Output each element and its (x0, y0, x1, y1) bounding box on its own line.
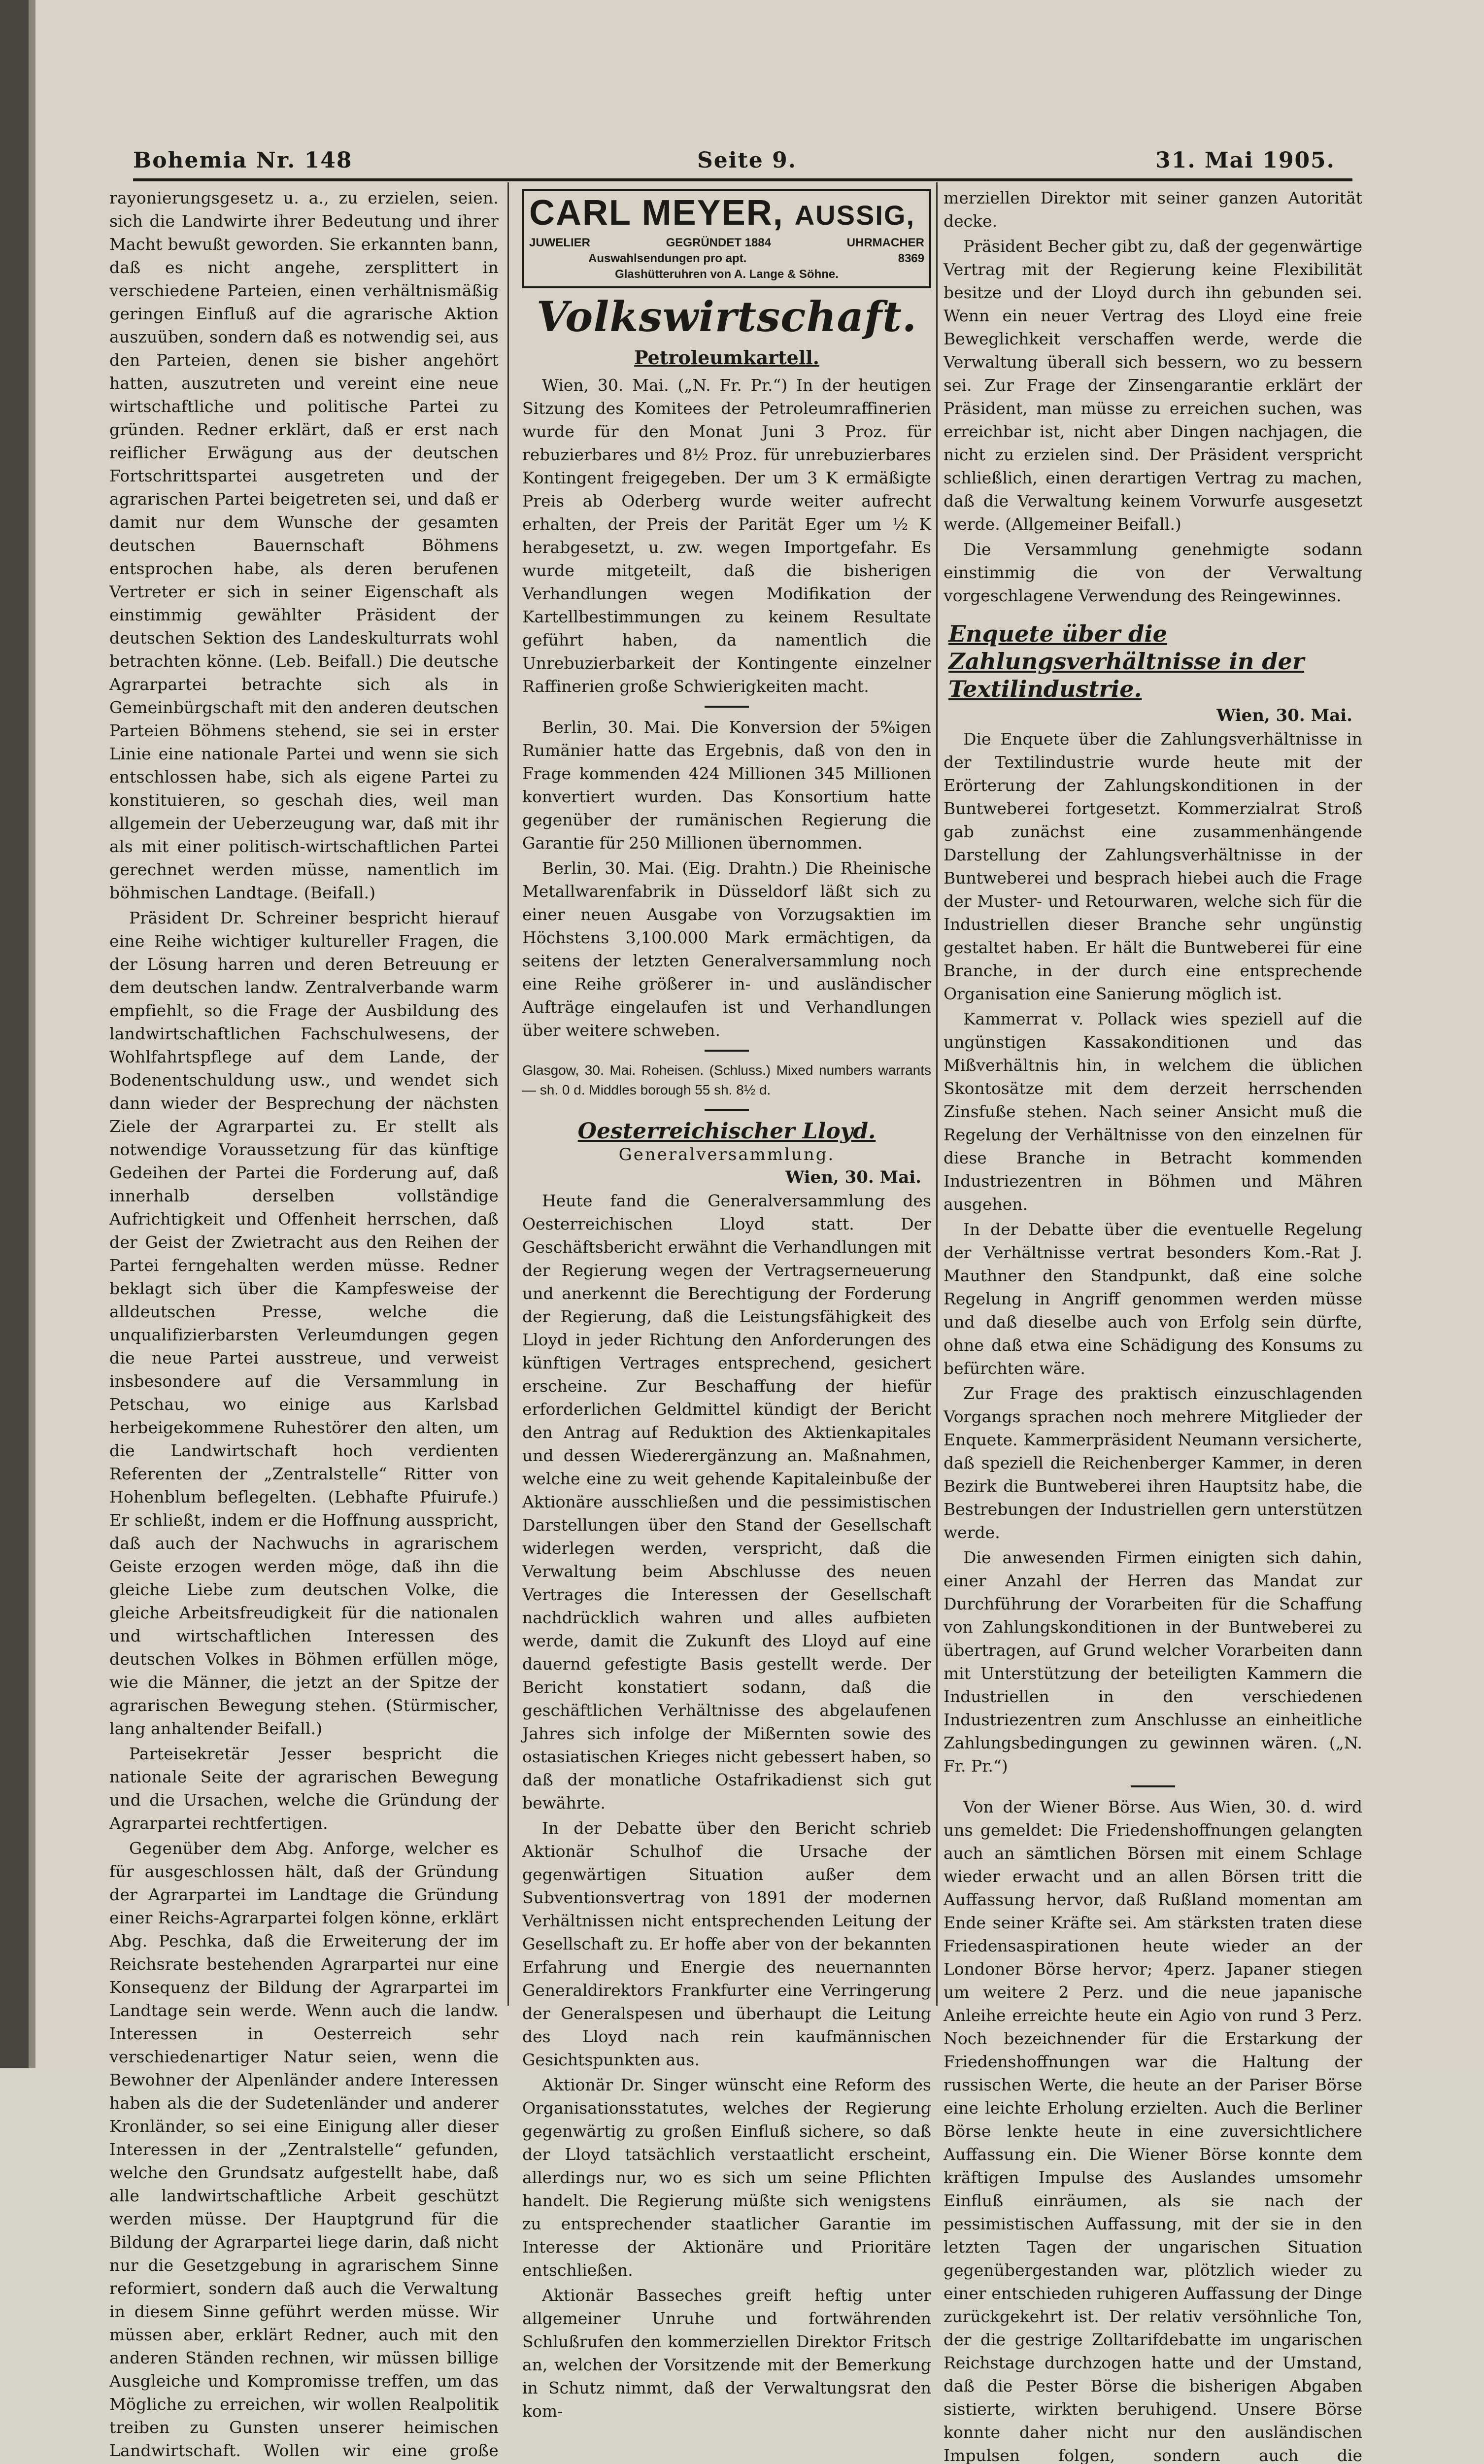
page-edge-shadow (29, 0, 35, 2068)
newspaper-issue: Bohemia Nr. 148 (133, 148, 353, 173)
dateline: Wien, 30. Mai. (1216, 706, 1352, 725)
article-paragraph: In der Debatte über den Bericht schrieb Aktionär Schulhof die Ursache der gegenwärtigen Situation außer dem Subventionsvertrag von 1891 der modernen Verhältnissen nicht entsprechenden Leitung der Gesellschaft zu. Er hoffe aber von der bekannten Erfahrung und Energie des neuernannten Generaldirektors Frankfurter eine Verringerung der Generalspesen und überhaupt die Leitung des Lloyd nach rein kaufmännischen Gesichtspunkten aus. (522, 1818, 931, 2069)
article-paragraph: Aktionär Dr. Singer wünscht eine Reform des Organisationsstatutes, welches der Regierung gegenwärtig zu großen Einfluß sichere, so daß der Lloyd tatsächlich verstaatlicht erscheint, allerdings nur, wo es sich um seine Pflichten handelt. Die Regierung müßte sich wenigstens zu entsprechender staatlicher Garantie im Interesse der Aktionäre und Prioritäre entschließen. (522, 2075, 931, 2280)
column-3 (944, 186, 1362, 2464)
advert-row-selection (529, 251, 924, 267)
article-title-lloyd: Oesterreichischer Lloyd. (577, 1119, 876, 1144)
article-paragraph: In der Debatte über die eventuelle Regelung der Verhältnisse vertrat besonders Kom.-Rat J. Mauthner den Standpunkt, daß eine solche Regelung in Angriff genommen werden müsse und daß dieselbe auch von Erfolg sein dürfte, ohne daß etwa eine Schädigung des Konsums zu befürchten wäre. (944, 1220, 1362, 1378)
advert-town: AUSSIG, (794, 200, 915, 231)
page-edge (0, 0, 29, 2068)
article-subtitle: Generalversammlung. (618, 1145, 835, 1164)
advert-name: CARL MEYER, (529, 193, 784, 233)
section-title: Volkswirtschaft. (536, 292, 917, 341)
divider (705, 706, 749, 708)
article-paragraph: Parteisekretär Jesser bespricht die nationale Seite der agrarischen Bewegung und die Ursachen, welche die Gründung der Agrarpartei rechtfertigen. (109, 1744, 499, 1833)
advert-watches: Glashütteruhren von A. Lange & Söhne. (615, 268, 839, 281)
article-title-enquete: Enquete über die Zahlungsverhältnisse in der Textilindustrie. (948, 620, 1305, 702)
article-paragraph: Wien, 30. Mai. („N. Fr. Pr.“) In der heutigen Sitzung des Komitees der Petroleumraffinerien wurde für den Monat Juni 3 Proz. für rebuzierbares und 8½ Proz. für unrebuzierbares Kontingent freigegeben. Der um 3 K ermäßigte Preis ab Oderberg wurde weiter aufrecht erhalten, der Preis der Parität Eger um ½ K herabgesetzt, u. zw. wegen Importgefahr. Es wurde mitgeteilt, daß die bisherigen Verhandlungen wegen Modifikation der Kartellbestimmungen zu keinem Resultate geführt haben, da namentlich die Unrebuzierbarkeit der Kontingente einzelner Raffinerien große Schwierigkeiten macht. (522, 376, 931, 696)
article-paragraph: Die Versammlung genehmigte sodann einstimmig die von der Verwaltung vorgeschlagene Verwendung des Reingewinnes. (944, 540, 1362, 605)
article-paragraph: Zur Frage des praktisch einzuschlagenden Vorgangs sprachen noch mehrere Mitglieder der Enquete. Kammerpräsident Neumann versicherte, daß speziell die Reichenberger Kammer, in deren Bezirk die Buntweberei ihren Hauptsitz habe, die Bestrebungen der Industriellen gern unterstützen werde. (944, 1384, 1362, 1542)
advert-row-watches (529, 267, 924, 282)
news-item: Berlin, 30. Mai. (Eig. Drahtn.) Die Rheinische Metallwarenfabrik in Düsseldorf läßt sich zu einer neuen Ausgabe von Vorzugsaktien im Höchstens 3,100.000 Mark ermächtigen, da seitens der letzten Generalversammlung noch eine Reihe größerer in- und ausländischer Aufträge eingelaufen ist und Verhandlungen über weitere schweben. (522, 858, 931, 1040)
header-rule (133, 178, 1352, 181)
page-number: Seite 9. (697, 148, 797, 173)
article-paragraph: Präsident Dr. Schreiner bespricht hierauf eine Reihe wichtiger kultureller Fragen, die der Lösung harren und deren Betreuung er dem deutschen landw. Zentralverbande warm empfiehlt, so die Frage der Ausbildung des landwirtschaftlichen Fachschulwesens, der Wohlfahrtspflege auf dem Lande, der Bodenentschuldung usw., und wendet sich dann wieder der Besprechung der nächsten Ziele der Agrarpartei zu. Er stellt als notwendige Voraussetzung für das künftige Gedeihen der Partei die Forderung auf, daß innerhalb derselben vollständige Aufrichtigkeit und Offenheit herrschen, daß der Geist der Zwietracht aus den Reihen der Partei ferngehalten werden müsse. Redner beklagt sich über die Kampfesweise der alldeutschen Presse, welche die unqualifizierbarsten Verleumdungen gegen die neue Partei ausstreue, und verweist insbesondere auf die Versammlung in Petschau, wo einige aus Karlsbad herbeigekommene Ruhestörer den alten, um die Landwirtschaft hoch verdienten Referenten der „Zentralstelle“ Ritter von Hohenblum beflegelten. (Lebhafte Pfuirufe.) Er schließt, indem er die Hoffnung ausspricht, daß auch der Nachwuchs in agrarischem Geiste erzogen werden möge, daß ihn die gleiche Liebe zum deutschen Volke, die gleiche Arbeitsfreudigkeit für die nationalen und wirtschaftlichen Interessen des deutschen Volkes in Böhmen erfüllen möge, wie die Männer, die jetzt an der Spitze der agrarischen Bewegung stehen. (Stürmischer, lang anhaltender Beifall.) (109, 908, 499, 1738)
advertisement (522, 189, 931, 288)
article-paragraph-boerse: Von der Wiener Börse. Aus Wien, 30. d. wird uns gemeldet: Die Friedenshoffnungen gelangten auch an sämtlichen Börsen mit einem Schlage wieder erwacht und an allen Börsen tritt die Auffassung hervor, daß Rußland momentan am Ende seiner Kräfte sei. Am stärksten traten diese Friedensaspirationen heute wieder an der Londoner Börse hervor; 4perz. Japaner stiegen um weitere 2 Perz. und die neue japanische Anleihe erreichte heute ein Agio von rund 3 Perz. Noch bezeichnender für die Erstarkung der Friedenshoffnungen war die Haltung der russischen Werte, die heute an der Pariser Börse eine leichte Erholung erzielten. Auch die Berliner Börse lenkte heute in eine zuversichtlichere Auffassung ein. Die Wiener Börse konnte dem kräftigen Impulse des Auslandes umsomehr Einfluß einräumen, als sie nach der pessimistischen Auffassung, mit der sie in den letzten Tagen der ungarischen Situation gegenübergestanden war, plötzlich wieder zu einer entschieden ruhigeren Auffassung der Dinge zurückgekehrt ist. Der relativ versöhnliche Ton, der die gestrige Zolltarifdebatte im ungarischen Reichstage durchzogen hatte und der Umstand, daß die Pester Börse die bisherigen Abgaben sistierte, wirkten beruhigend. Unsere Börse konnte daher nicht nur den ausländischen Impulsen folgen, sondern auch die (944, 1797, 1362, 2464)
divider (705, 1109, 749, 1111)
advert-founded: GEGRÜNDET 1884 (666, 236, 772, 249)
article-paragraph: Heute fand die Generalversammlung des Oesterreichischen Lloyd statt. Der Geschäftsbericht erwähnt die Verhandlungen mit der Regierung wegen der Vertragserneuerung und anerkennt die Berechtigung der Forderung der Regierung, daß die Leistungsfähigkeit des Lloyd in jeder Richtung den Anforderungen des künftigen Vertrages entsprechend, gesichert erscheine. Zur Beschaffung der hiefür erforderlichen Geldmittel kündigt der Bericht den Antrag auf Reduktion des Aktienkapitales und dessen Wiederergänzung an. Maßnahmen, welche eine zu weit gehende Kapitaleinbuße der Aktionäre ausschließen und die pessimistischen Darstellungen über den Stand der Gesellschaft widerlegen werden, verspricht, daß die Verwaltung beim Abschlusse des neuen Vertrages die Interessen der Gesellschaft nachdrücklich wahren und alles aufbieten werde, damit die Zukunft des Lloyd auf eine dauernd gefestigte Basis gestellt werde. Der Bericht konstatiert sodann, daß die geschäftlichen Verhältnisse des abgelaufenen Jahres sich infolge der Mißernten sowie des ostasiatischen Krieges nicht gebessert haben, so daß der monatliche Ostafrikadienst sich gut bewährte. (522, 1191, 931, 1813)
article-paragraph: Kammerrat v. Pollack wies speziell auf die ungünstigen Kassakonditionen und das Mißverhältnis hin, in welchem die üblichen Skontosätze mit dem derzeit herrschenden Zinsfuße stehen. Nach seiner Ansicht muß die Regelung der Verhältnisse von den einzelnen für diese Branche in Betracht kommenden Industriezentren in Böhmen und Mähren ausgehen. (944, 1009, 1362, 1214)
column-2 (522, 186, 931, 2425)
article-paragraph: Die Enquete über die Zahlungsverhältnisse in der Textilindustrie wurde heute mit der Erörterung der Zahlungskonditionen in der Buntweberei fortgesetzt. Kommerzialrat Stroß gab zunächst eine zusammenhängende Darstellung der Zahlungsverhältnisse in der Buntweberei und besprach hiebei auch die Frage der Muster- und Retourwaren, welche sich für die Industriellen dieser Branche sehr ungünstig gestaltet haben. Er hält die Buntweberei für eine Branche, in der durch eine entsprechende Organisation eine Sanierung möglich ist. (944, 729, 1362, 1003)
article-paragraph: Präsident Becher gibt zu, daß der gegenwärtige Vertrag mit der Regierung keine Flexibilität besitze und der Lloyd durch ihn gebunden sei. Wenn ein neuer Vertrag des Lloyd eine freie Beweglichkeit verschaffen werde, werde die Verwaltung überall sich bessern, wo zu bessern sei. Zur Frage der Zinsengarantie erklärt der Präsident, man müsse zu erreichen suchen, was erreichbar ist, nicht aber Dingen nachjagen, die nicht zu erzielen sind. Der Präsident verspricht schließlich, einen derartigen Vertrag zu machen, daß die Verwaltung keinem Vorwurfe ausgesetzt werde. (Allgemeiner Beifall.) (944, 237, 1362, 534)
market-report: Glasgow, 30. Mai. Roheisen. (Schluss.) Mixed numbers warrants — sh. 0 d. Middles borough 55 sh. 8½ d. (522, 1062, 931, 1097)
article-paragraph: merziellen Direktor mit seiner ganzen Autorität decke. (944, 188, 1362, 231)
divider (705, 1050, 749, 1052)
column-divider-2 (936, 182, 938, 2006)
divider (1131, 1785, 1175, 1787)
news-item: Berlin, 30. Mai. Die Konversion der 5%igen Rumänier hatte das Ergebnis, daß von den in Frage kommenden 424 Millionen 345 Millionen konvertiert wurden. Das Konsortium hatte gegenüber der rumänischen Regierung die Garantie für 250 Millionen übernommen. (522, 718, 931, 853)
article-paragraph: rayonierungsgesetz u. a., zu erzielen, seien. sich die Landwirte ihrer Bedeutung und ihrer Macht bewußt geworden. Sie erkannten bann, daß es nicht angehe, zersplittert in verschiedene Parteien, einen verhältnismäßig geringen Einfluß auf die agrarische Aktion auszuüben, sondern daß es notwendig sei, aus den Parteien, denen sie bisher angehört hatten, auszutreten und vereint eine neue wirtschaftliche und politische Partei zu gründen. Redner erklärt, daß er erst nach reiflicher Erwägung aus der deutschen Fortschrittspartei ausgetreten und der agrarischen Partei beigetreten sei, und daß er damit nur dem Wunsche der gesamten deutschen Bauernschaft Böhmens entsprochen habe, als deren berufenen Vertreter er sich in seiner Eigenschaft als einstimmig gewählter Präsident der deutschen Sektion des Landeskulturrats wohl betrachten könne. (Leb. Beifall.) Die deutsche Agrarpartei betrachte sich als in Gemeinbürgschaft mit den anderen deutschen Parteien Böhmens stehend, sie sei in erster Linie eine nationale Partei und wenn sie sich entschlossen habe, sich als eigene Partei zu konstituieren, so geschah dies, weil man allgemein der Ueberzeugung war, daß mit ihr als mit einer politisch-wirtschaftlichen Partei gerechnet werden müsse, namentlich im böhmischen Landtage. (Beifall.) (109, 188, 499, 902)
article-paragraph: Aktionär Basseches greift heftig unter allgemeiner Unruhe und fortwährenden Schlußrufen den kommerziellen Direktor Fritsch an, welchen der Vorsitzende mit der Bemerkung in Schutz nimmt, daß der Verwaltungsrat den kom- (522, 2286, 931, 2421)
article-paragraph: Die anwesenden Firmen einigten sich dahin, einer Anzahl der Herren das Mandat zur Durchführung der Vorarbeiten für die Schaffung von Zahlungskonditionen in der Buntweberei zu übertragen, auf Grund welcher Vorarbeiten dann mit Unterstützung der beteiligten Kammern die Industriellen in den verschiedenen Industriezentren zum Anschlusse an einheitliche Zahlungsbedingungen zu gewinnen wären. („N. Fr. Pr.“) (944, 1548, 1362, 1776)
page-header (133, 148, 1335, 177)
issue-date: 31. Mai 1905. (1155, 148, 1335, 173)
column-divider-1 (507, 182, 509, 2006)
article-title-petroleum: Petroleumkartell. (634, 346, 819, 369)
advert-title (529, 193, 924, 235)
advert-code: 8369 (898, 252, 924, 265)
advert-selection: Auswahlsendungen pro apt. (588, 252, 747, 265)
advert-trade-2: UHRMACHER (846, 236, 924, 249)
advert-trade-1: JUWELIER (529, 236, 591, 249)
column-1 (109, 186, 499, 2464)
article-paragraph: Gegenüber dem Abg. Anforge, welcher es für ausgeschlossen hält, daß der Gründung der Agrarpartei im Landtage die Gründung einer Reichs-Agrarpartei folgen könne, erklärt Abg. Peschka, daß die Erweiterung der im Reichsrate bestehenden Agrarpartei nur eine Konsequenz der Bildung der Agrarpartei im Landtage sein werde. Wenn auch die landw. Interessen in Oesterreich sehr verschiedenartiger Natur seien, wenn die Bewohner der Alpenländer andere Interessen haben als die der Sudetenländer und anderer Kronländer, so sei eine Einigung aller dieser Interessen in der „Zentralstelle“ gefunden, welche den Grundsatz aufgestellt habe, daß alle landwirtschaftliche Arbeit geschützt werden müsse. Der Hauptgrund für die Bildung der Agrarpartei liege darin, daß nicht nur die Gesetzgebung in agrarischem Sinne reformiert, sondern daß auch die Verwaltung in diesem Sinne geführt werden müsse. Wir müssen aber, erklärt Redner, auch mit den anderen Ständen rechnen, wir müssen billige Ausgleiche und Kompromisse treffen, um das Mögliche zu erreichen, wir wollen Realpolitik treiben zu Gunsten unserer heimischen Landwirtschaft. Wollen wir eine große (109, 1839, 499, 2460)
dateline: Wien, 30. Mai. (785, 1167, 921, 1187)
advert-row-trades (529, 235, 924, 251)
